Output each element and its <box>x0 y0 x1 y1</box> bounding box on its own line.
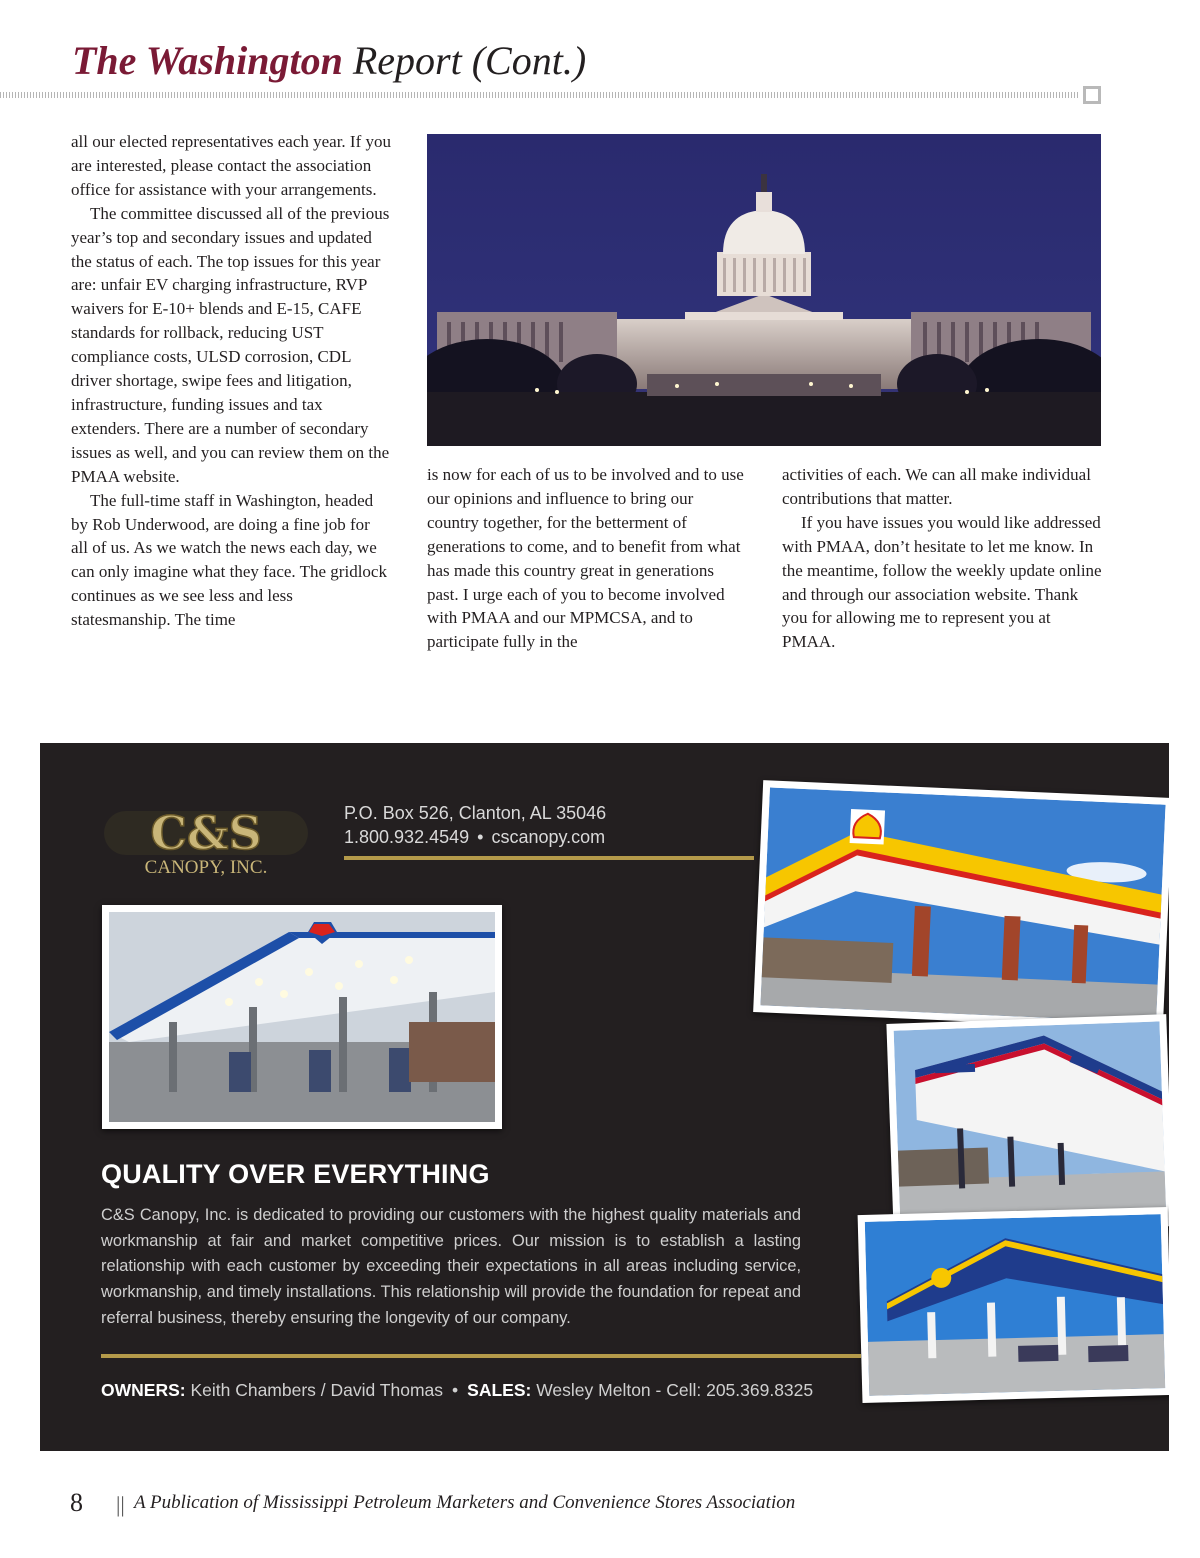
article-column-3 <box>782 463 1104 654</box>
ad-website: cscanopy.com <box>491 827 606 847</box>
marathon-station-photo <box>886 1014 1169 1236</box>
ad-heading: QUALITY OVER EVERYTHING <box>101 1159 490 1189</box>
owners-value: Keith Chambers / David Thomas <box>190 1380 444 1400</box>
sales-label: SALES: <box>467 1380 532 1400</box>
header-square-ornament <box>1083 86 1101 104</box>
ad-gold-rule-top <box>344 856 754 860</box>
shell-station-photo <box>753 780 1169 1030</box>
logo-main-text: C&S <box>150 806 262 860</box>
article-paragraph: The committee discussed all of the previous year’s top and secondary issues and updated the status of each. The top issues for this year are: unfair EV charging infrastructure, RVP waivers for E-10+ blends and E-15, CAFE standards for rollback, reducing UST compliance costs, ULSD corrosion, CDL driver shortage, swipe fees and litigation, infrastructure, funding issues and tax extenders. There are a number of secondary issues as well, and you can review them on the PMAA website. <box>71 203 390 486</box>
logo-sub-text: CANOPY, INC. <box>144 857 268 878</box>
capitol-photo <box>427 134 1101 446</box>
article-paragraph: is now for each of us to be involved and to use our opinions and influence to bring our country together, for the betterment of generations to come, and to benefit from what has made this country great in generations past. I urge each of you to become involved with PMAA and our MPMCSA, and to participate fully in the <box>427 465 744 652</box>
shell-logo-icon <box>850 809 885 844</box>
ad-address-line: P.O. Box 526, Clanton, AL 35046 <box>344 803 607 823</box>
ad-address-block <box>344 801 606 849</box>
header-dotted-rule <box>0 92 1080 98</box>
owners-label: OWNERS: <box>101 1380 186 1400</box>
footer-separator: || <box>116 1492 125 1517</box>
ad-separator: • <box>452 1380 459 1400</box>
article-column-1 <box>71 130 391 632</box>
article-paragraph: The full-time staff in Washington, headed by Rob Underwood, are doing a fine job for all of us. As we watch the news each day, we can only imagine what they face. The gridlock continues as we see less and less statesmanship. The time <box>71 490 387 630</box>
cs-canopy-logo <box>100 801 312 881</box>
ad-body-text: C&S Canopy, Inc. is dedicated to providing our customers with the highest quality materials and workmanship at fair and market competitive prices. Our mission is to establish a lasting relationship with each customer by exceeding their expectations in all areas including service, workmanship, and timely installations. This relationship will provide the foundation for repeat and referral business, thereby ensuring the longevity of our company. <box>101 1206 801 1327</box>
ad-gold-rule-bottom <box>101 1354 861 1358</box>
sales-value: Wesley Melton - Cell: 205.369.8325 <box>536 1380 814 1400</box>
ad-phone-line <box>344 825 606 849</box>
page-title <box>72 36 586 86</box>
article-paragraph: If you have issues you would like addressed with PMAA, don’t hesitate to let me know. In the meantime, follow the weekly update online and through our association website. Thank you for allowing me to represent you at PMAA. <box>782 512 1102 652</box>
page-title-light: Report (Cont.) <box>352 38 587 83</box>
article-column-2 <box>427 463 747 654</box>
ad-separator: • <box>477 827 484 847</box>
chevron-station-photo <box>102 905 502 1129</box>
footer-publication: A Publication of Mississippi Petroleum Marketers and Convenience Stores Association <box>134 1492 796 1513</box>
station-photo-yellow-blue <box>858 1207 1169 1403</box>
page-number: 8 <box>70 1488 83 1517</box>
article-paragraph: activities of each. We can all make individual contributions that matter. <box>782 465 1091 508</box>
article-paragraph: all our elected representatives each year. If you are interested, please contact the association office for assistance with your arrangements. <box>71 132 392 199</box>
ad-contacts <box>101 1380 813 1401</box>
cs-canopy-advertisement <box>40 743 1169 1451</box>
page-title-bold: The Washington <box>72 38 343 83</box>
ad-phone: 1.800.932.4549 <box>344 827 470 847</box>
